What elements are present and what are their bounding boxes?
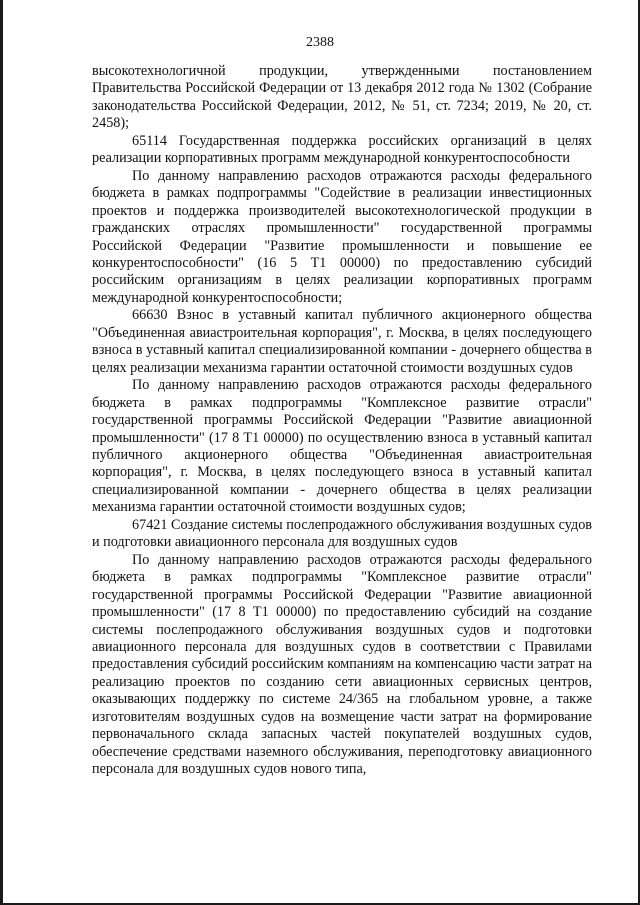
- paragraph-67421-heading: 67421 Создание системы послепродажного обслуживания воздушных судов и подготовки авиационного персонала для воздушных судов: [92, 516, 592, 551]
- paragraph-65114-description: По данному направлению расходов отражаются расходы федерального бюджета в рамках подпрограммы "Содействие в реализации инвестиционных проектов и поддержка производителей высокотехнологической продукции в гражданских отраслях промышленности" государственной программы Российской Федерации "Развитие промышленности и повышение ее конкурентоспособности" (16 5 Т1 00000) по предоставлению субсидий российским организациям в целях реализации корпоративных программ международной конкурентоспособности;: [92, 167, 592, 306]
- page-number: 2388: [306, 35, 334, 50]
- paragraph-66630-heading: 66630 Взнос в уставный капитал публичного акционерного общества "Объединенная авиастроительная корпорация", г. Москва, в целях последующего взноса в уставный капитал специализированной компании - дочернего общества в целях реализации механизма гарантии остаточной стоимости воздушных судов: [92, 307, 592, 376]
- paragraph-67421-description: По данному направлению расходов отражаются расходы федерального бюджета в рамках подпрограммы "Комплексное развитие отрасли" государственной программы Российской Федерации "Развитие авиационной промышленности" (17 8 Т1 00000) по предоставлению субсидий на создание системы послепродажного обслуживания воздушных судов и подготовки авиационного персонала для воздушных судов в соответствии с Правилами предоставления субсидий российским компаниям на компенсацию части затрат на реализацию проектов по созданию сети авиационных сервисных центров, оказывающих поддержку по системе 24/365 на глобальном уровне, а также изготовителям воздушных судов на возмещение части затрат на формирование первоначального склада запасных частей покупателей воздушных судов, обеспечение средствами наземного обслуживания, переподготовку авиационного персонала для воздушных судов нового типа,: [92, 551, 593, 778]
- document-body: [92, 63, 592, 779]
- paragraph-66630-description: По данному направлению расходов отражаются расходы федерального бюджета в рамках подпрограммы "Комплексное развитие отрасли" государственной программы Российской Федерации "Развитие авиационной промышленности" (17 8 Т1 00000) по осуществлению взноса в уставный капитал публичного акционерного общества "Объединенная авиастроительная корпорация", г. Москва, в целях последующего взноса в уставный капитал специализированной компании - дочернего общества в целях реализации механизма гарантии остаточной стоимости воздушных судов;: [92, 377, 592, 516]
- paragraph-65114-heading: 65114 Государственная поддержка российских организаций в целях реализации корпоративных программ международной конкурентоспособности: [92, 132, 592, 167]
- scan-edge-left: [0, 0, 3, 905]
- paragraph-continuation: высокотехнологичной продукции, утвержденными постановлением Правительства Российской Федерации от 13 декабря 2012 года № 1302 (Собрание законодательства Российской Федерации, 2012, № 51, ст. 7234; 2019, № 20, ст. 2458);: [92, 63, 592, 132]
